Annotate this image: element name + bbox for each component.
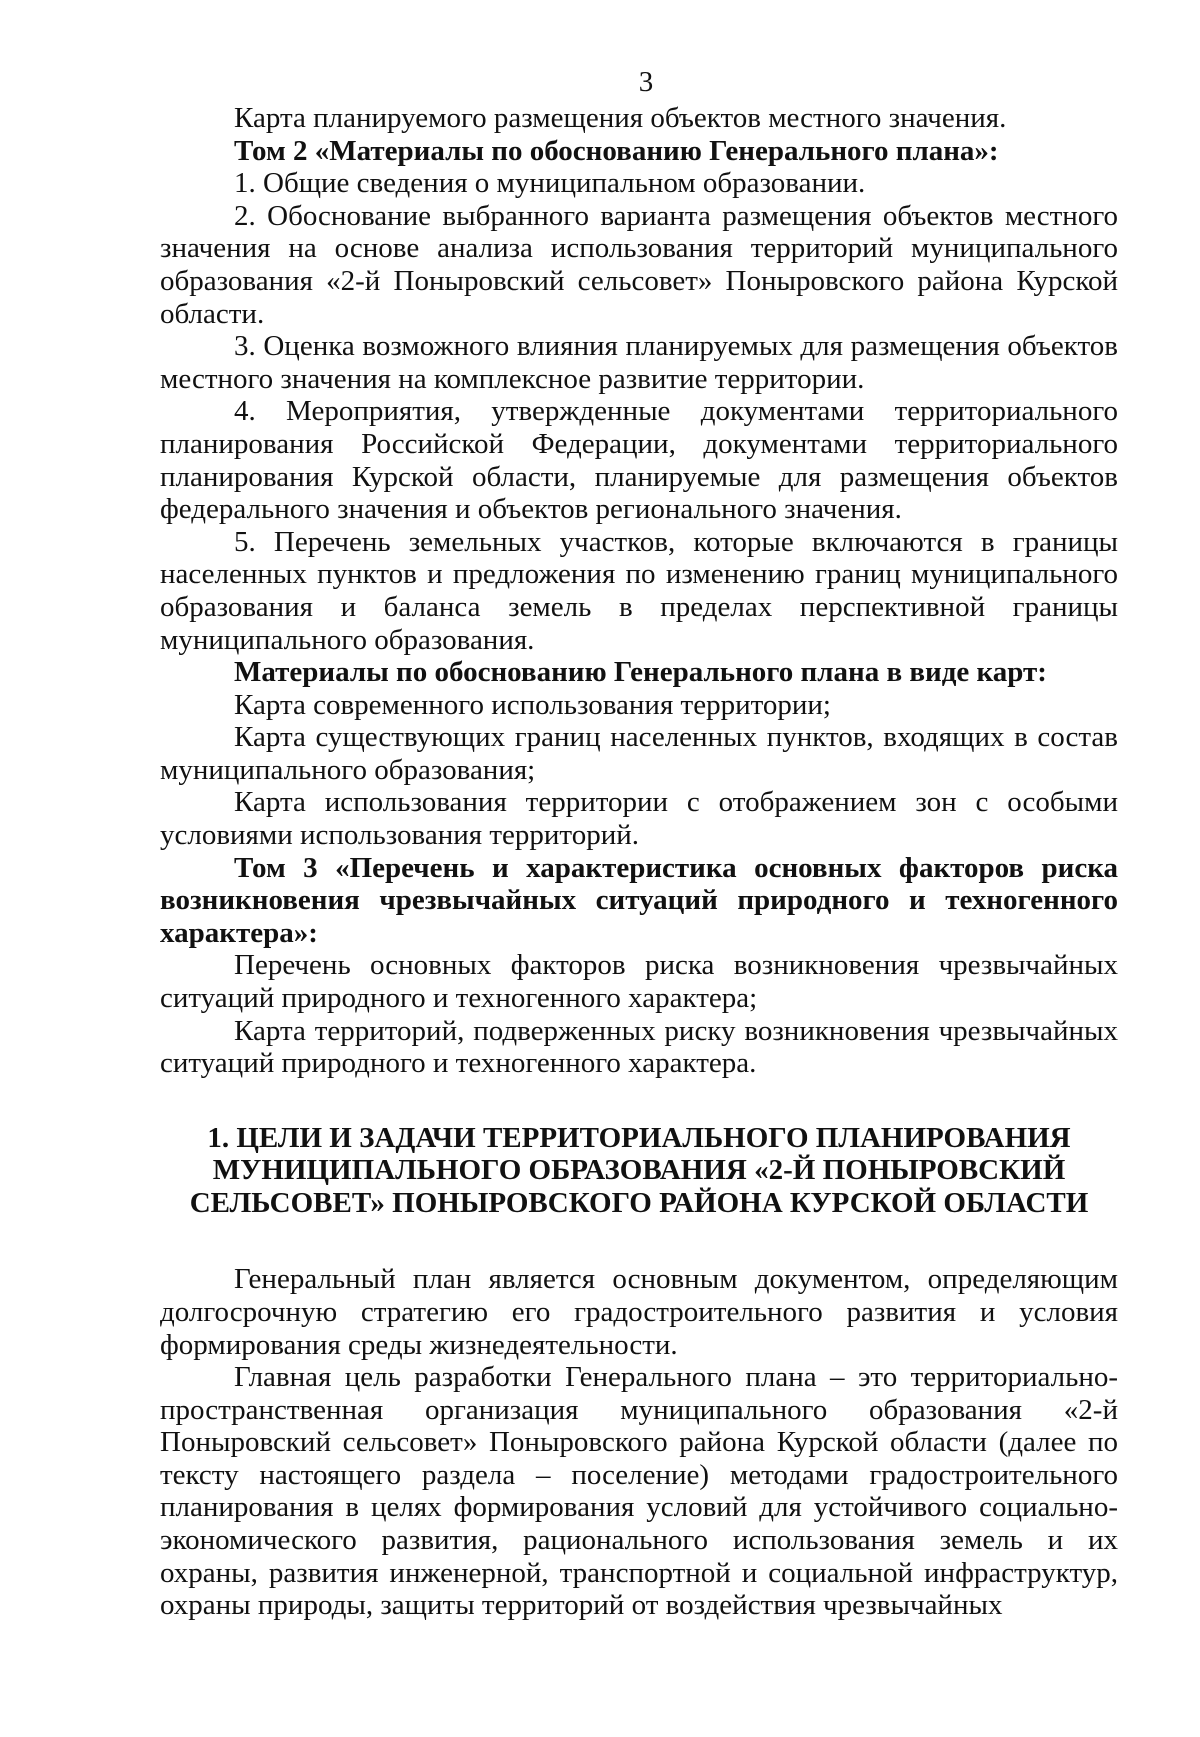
paragraph-main-goal: Главная цель разработки Генерального плана – это территориально-пространственная организация муниципального образования «2-й Поныровский сельсовет» Поныровского района Курской области (далее по тексту настоящего раздела – поселение) методами градостроительного планирования в целях формирования условий для устойчивого социально-экономического развития, рационального использования земель и их охраны, развития инженерной, транспортной и социальной инфраструктур, охраны природы, защиты территорий от воздействия чрезвычайных: [160, 1361, 1118, 1622]
section-heading-line-2: МУНИЦИПАЛЬНОГО ОБРАЗОВАНИЯ «2-Й ПОНЫРОВСКИЙ: [212, 1154, 1066, 1187]
paragraph-map-current-use: Карта современного использования территории;: [234, 688, 831, 721]
paragraph-map-local-objects: Карта планируемого размещения объектов местного значения.: [234, 102, 1007, 134]
page-number: 3: [638, 66, 654, 98]
paragraph-map-special-zones: Карта использования территории с отображением зон с особыми условиями использования территорий.: [160, 786, 1118, 852]
document-page: [160, 62, 1118, 1622]
list-item-2: 2. Обоснование выбранного варианта размещения объектов местного значения на основе анализа использования территорий муниципального образования «2-й Поныровский сельсовет» Поныровского района Курской области.: [160, 199, 1118, 330]
list-item-3: 3. Оценка возможного влияния планируемых для размещения объектов местного значения на комплексное развитие территории.: [160, 330, 1118, 395]
list-item-4: 4. Мероприятия, утвержденные документами территориального планирования Российской Федерации, документами территориального планирования Курской области, планируемые для размещения объектов федерального значения и объектов регионального значения.: [160, 395, 1118, 526]
paragraph-map-risk-territories: Карта территорий, подверженных риску возникновения чрезвычайных ситуаций природного и техногенного характера.: [160, 1014, 1118, 1080]
paragraph-risk-factors: Перечень основных факторов риска возникновения чрезвычайных ситуаций природного и техногенного характера;: [160, 949, 1118, 1015]
volume-3-title: Том 3 «Перечень и характеристика основных факторов риска возникновения чрезвычайных ситуаций природного и техногенного характера»:: [160, 851, 1118, 949]
section-heading: [160, 1122, 1118, 1220]
list-item-5: 5. Перечень земельных участков, которые включаются в границы населенных пунктов и предложения по изменению границ муниципального образования и баланса земель в пределах перспективной границы муниципального образования.: [160, 525, 1118, 656]
volume-2-title: Том 2 «Материалы по обоснованию Генерального плана»:: [234, 134, 999, 167]
maps-materials-title: Материалы по обоснованию Генерального плана в виде карт:: [234, 656, 1047, 689]
list-item-1: 1. Общие сведения о муниципальном образовании.: [234, 167, 866, 200]
paragraph-general-plan: Генеральный план является основным документом, определяющим долгосрочную стратегию его градостроительного развития и условия формирования среды жизнедеятельности.: [160, 1263, 1118, 1361]
section-heading-line-3: СЕЛЬСОВЕТ» ПОНЫРОВСКОГО РАЙОНА КУРСКОЙ ОБЛАСТИ: [189, 1186, 1089, 1219]
paragraph-map-borders: Карта существующих границ населенных пунктов, входящих в состав муниципального образования;: [160, 721, 1118, 786]
section-heading-line-1: 1. ЦЕЛИ И ЗАДАЧИ ТЕРРИТОРИАЛЬНОГО ПЛАНИРОВАНИЯ: [207, 1121, 1071, 1154]
